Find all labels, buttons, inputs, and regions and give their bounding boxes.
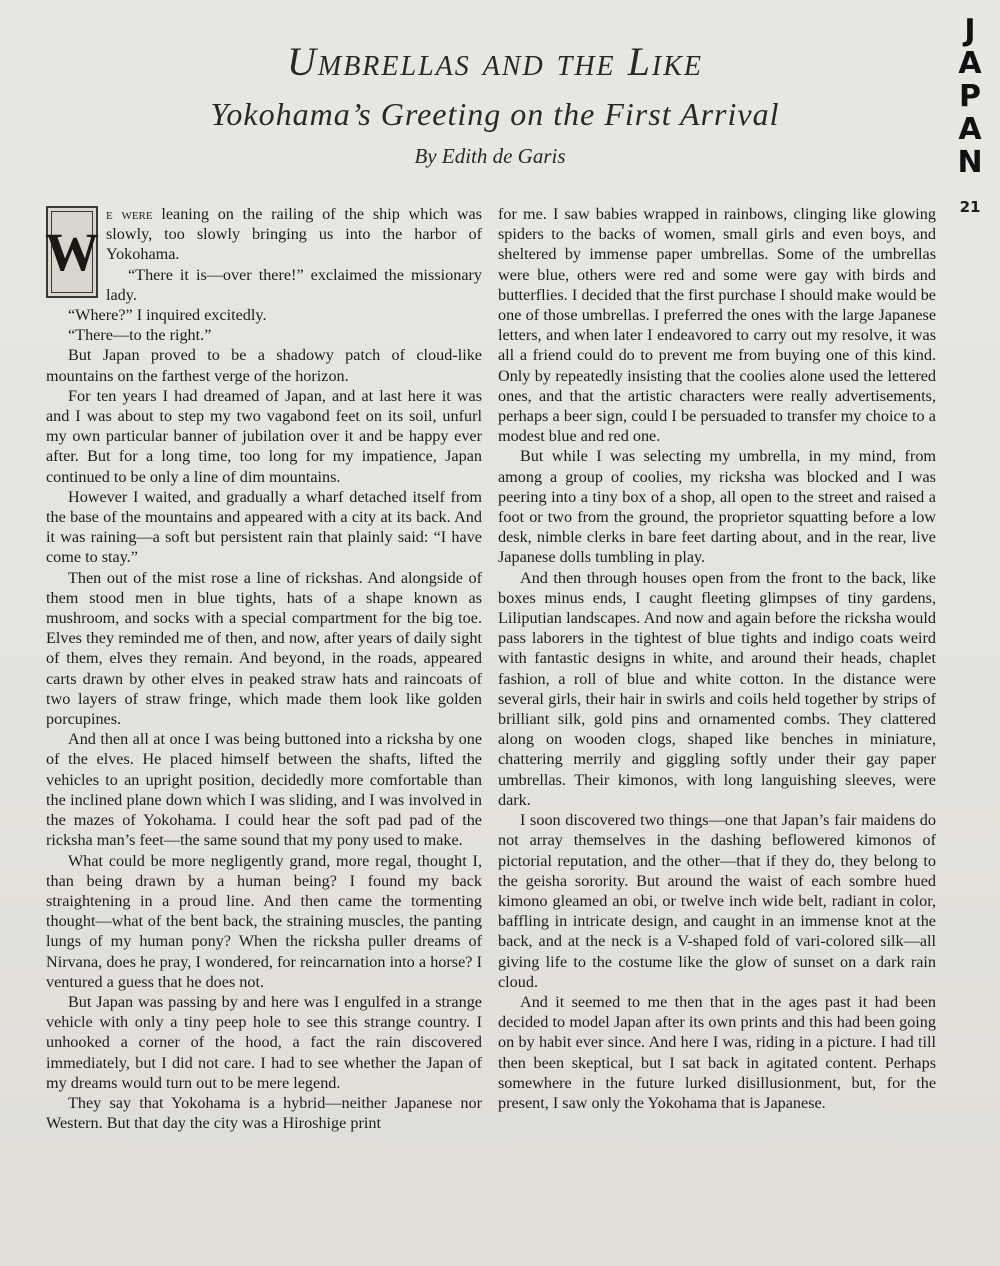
drop-cap-letter: W [51, 211, 93, 293]
paragraph: However I waited, and gradually a wharf detached itself from the base of the mountains and appeared with a city at its back. And it was raining—a soft but persistent rain that plainly said: “I have come to stay.” [46, 487, 482, 567]
left-column [46, 204, 482, 1133]
article-byline: By Edith de Garis [414, 144, 566, 168]
paragraph: Then out of the mist rose a line of rickshas. And alongside of them stood men in blue tights, hats of a shape known as mushroom, and socks with a special compartment for the big toe. Elves they reminded me of then, and now, after years of daily sight of them, elves they remain. And beyond, in the roads, appeared carts drawn by other elves in peaked straw hats and raincoats of two layers of straw fringe, which made them look like golden porcupines. [46, 568, 482, 729]
paragraph: But while I was selecting my umbrella, in my mind, from among a group of coolies, my ricksha was blocked and I was peering into a tiny box of a shop, all open to the street and raised a foot or two from the ground, the proprietor squatting before a low desk, nimble clerks in bare feet darting about, and in the rear, live Japanese dolls tumbling in play. [498, 447, 936, 567]
drop-cap [46, 206, 98, 298]
paragraph: for me. I saw babies wrapped in rainbows, clinging like glowing spiders to the backs of women, small girls and even boys, and sheltered by immense paper umbrellas. Some of the umbrellas were blue, others were red and some were gay with birds and butterflies. I decided that the first purchase I should make would be one of those umbrellas. I preferred the ones with the large Japanese letters, and when later I endeavored to carry out my resolve, it was all a friend could do to prevent me from buying one of this kind. Only by repeatedly insisting that the coolies alone used the lettered ones, and that the artistic characters were really advertisements, perhaps a beer sign, could I be persuaded to transfer my choice to a modest blue and red one. [498, 205, 936, 446]
paragraph [45, 204, 482, 282]
masthead-letter: J [964, 13, 976, 48]
paragraph: For ten years I had dreamed of Japan, and at last here it was and I was about to step my two vagabond feet on its soil, unfurl my own particular banner of jubilation over it and be happy ever after. But for a long time, too long for my impatience, Japan continued to be only a line of dim mountains. [46, 386, 482, 486]
vertical-masthead [950, 14, 990, 179]
paragraph: But Japan was passing by and here was I engulfed in a strange vehicle with only a tiny peep hole to see this strange country. I unhooked a corner of the hood, a fact the rain discovered immediately, but I did not care. I had to see whether the Japan of my dreams would turn out to be mere legend. [46, 992, 482, 1092]
paragraph: I soon discovered two things—one that Japan’s fair maidens do not array themselves in the dashing beflowered kimonos of pictorial reputation, and the other—that if they do, they belong to the geisha sorority. But around the waist of each sombre hued kimono gleamed an obi, or twelve inch wide belt, radiant in color, baffling in intricate design, and caught in an immense knot at the back, and at the neck is a V-shaped fold of vari-colored silk—all giving life to the costume like the glow of sunset on a dark rain cloud. [498, 811, 936, 991]
paragraph: And then through houses open from the front to the back, like boxes minus ends, I caught fleeting glimpses of tiny gardens, Liliputian landscapes. And now and again before the ricksha would pass laborers in the tightest of blue tights and indigo coats weird with fantastic designs in white, and around their heads, chaplet fashion, a roll of blue and white cotton. In the distance were several girls, their hair in swirls and coils held together by strips of brilliant silk, gold pins and ornamented combs. They clattered along on wooden clogs, shaped like benches in miniature, chattering merrily and giggling softly under their gay paper umbrellas. Their kimonos, with long languishing sleeves, were dark. [498, 568, 936, 809]
paragraph: And it seemed to me then that in the ages past it had been decided to model Japan after its own prints and this had been going on by habit ever since. And here I was, riding in a picture. I had till then been skeptical, but I sat back in agitated content. Perhaps somewhere in the future lurked disillusionment, but, for the present, I saw only the Yokohama that is Japanese. [498, 992, 936, 1112]
paragraph: What could be more negligently grand, more regal, thought I, than being drawn by a human being? I found my back straightening in a proud line. And then came the tormenting thought—what of the bent back, the straining muscles, the panting lungs of my human pony? When the ricksha puller dreams of Nirvana, does he pray, I wondered, for reincarnation into a horse? I ventured a guess that he does not. [46, 851, 482, 991]
paragraph: “There it is—over there!” exclaimed the missionary lady. [106, 265, 482, 304]
page-number: 21 [959, 198, 981, 216]
masthead-letter: A [958, 46, 982, 81]
right-column [498, 204, 936, 1113]
paragraph: “There—to the right.” [68, 326, 212, 345]
paragraph: But Japan proved to be a shadowy patch of cloud-like mountains on the farthest verge of the horizon. [46, 346, 482, 385]
article-title: Umbrellas and the Like [286, 39, 703, 84]
article-subtitle: Yokohama’s Greeting on the First Arrival [210, 96, 780, 132]
masthead-letter: N [957, 145, 983, 180]
paragraph: “Where?” I inquired excitedly. [68, 306, 267, 325]
masthead-letter: P [959, 79, 981, 114]
masthead-letter: A [958, 112, 982, 147]
paragraph-text: leaning on the railing of the ship which was slowly, too slowly bringing us into the harbor of Yokohama. [106, 205, 482, 264]
paragraph: And then all at once I was being buttoned into a ricksha by one of the elves. He placed himself between the shafts, lifted the vehicles to an upright position, decidedly more comfortable than the inclined plane down which I was sliding, and I was involved in the mazes of Yokohama. I could hear the soft pad pad of the ricksha man’s feet—the same sound that my pony used to make. [46, 730, 482, 850]
paragraph: They say that Yokohama is a hybrid—neither Japanese nor Western. But that day the city was a Hiroshige print [46, 1093, 482, 1133]
lead-in-words: e were [106, 205, 153, 223]
